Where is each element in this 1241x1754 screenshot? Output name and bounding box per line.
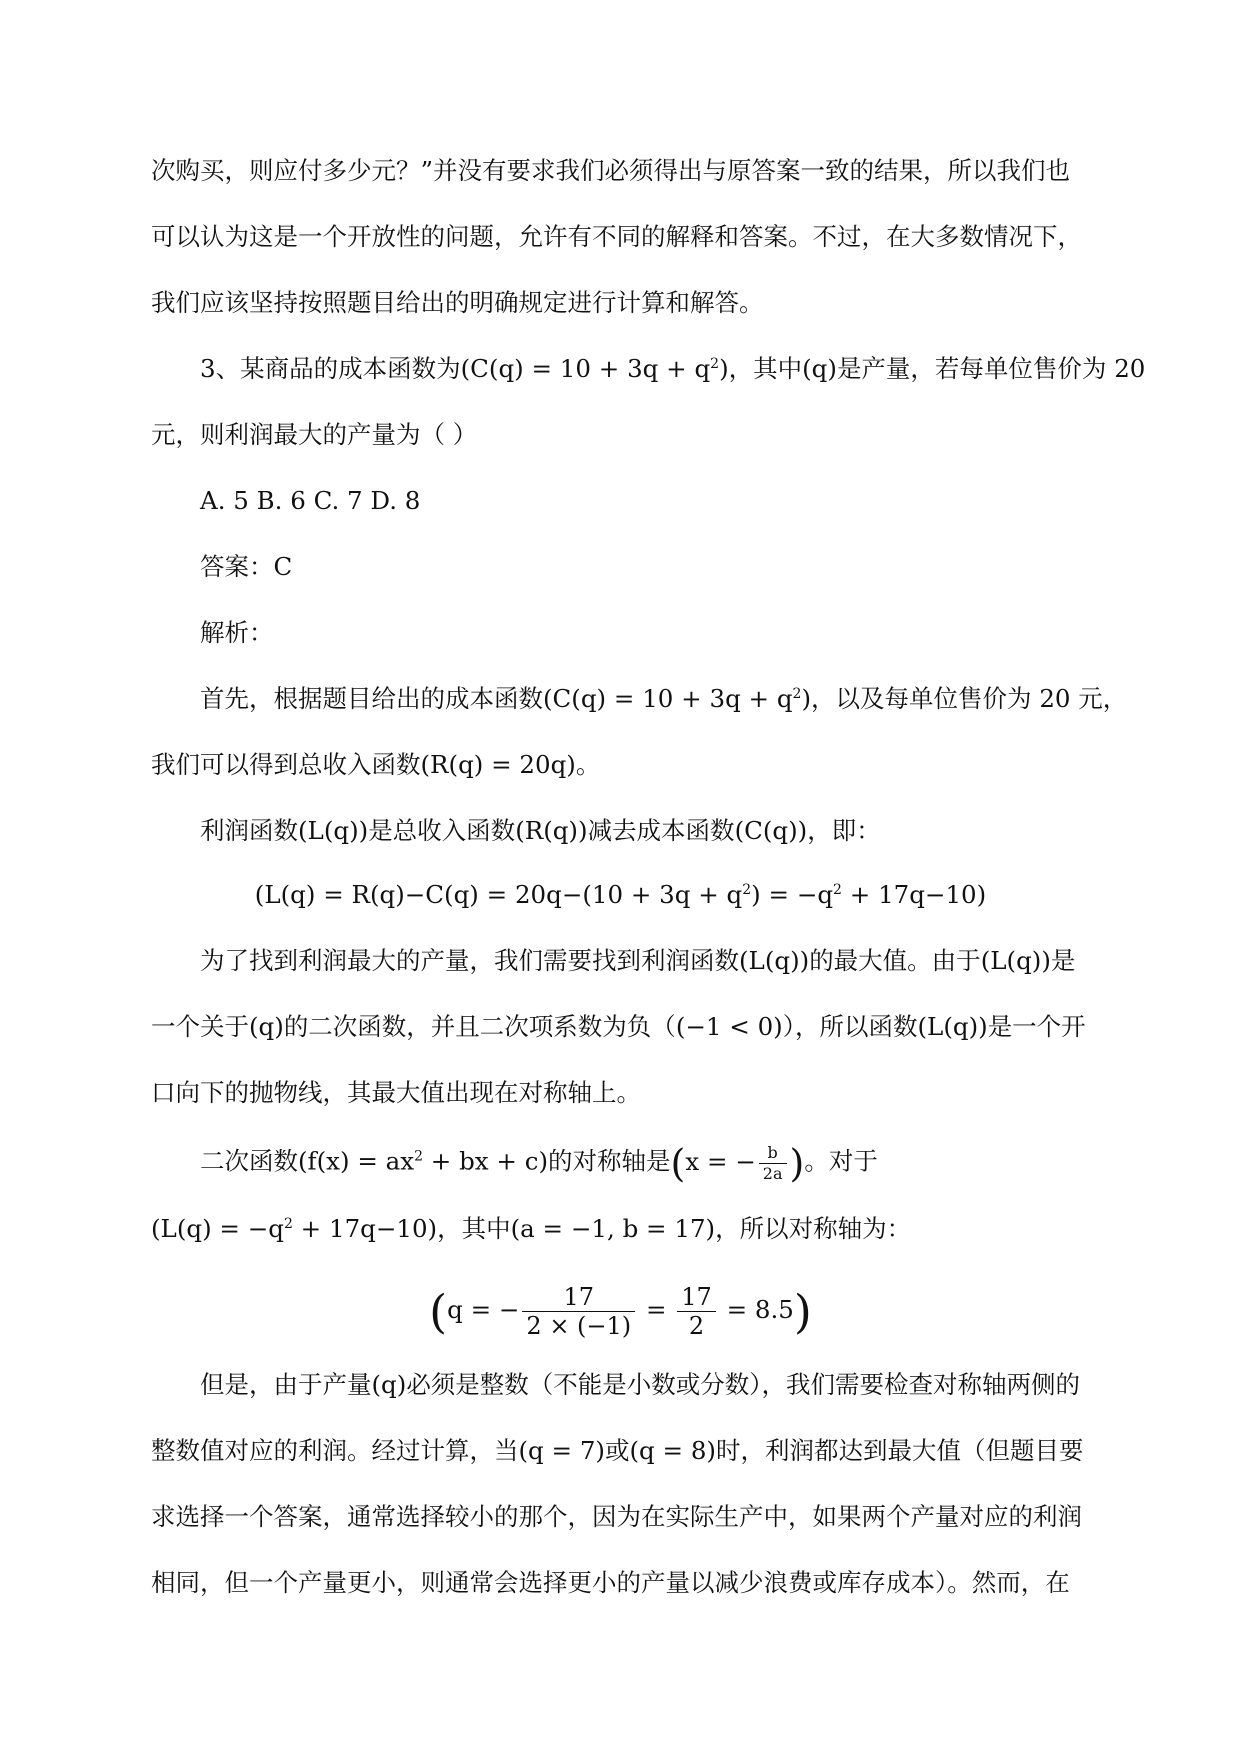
formula-text: (a = −1, b = 17) xyxy=(510,1214,716,1243)
text: 口向下的抛物线，其最大值出现在对称轴上。 xyxy=(151,1078,641,1107)
text: 是一个开 xyxy=(987,1012,1086,1041)
text: 时，利润都达到最大值（但题目要 xyxy=(716,1436,1084,1465)
formula-text: (L(q)) xyxy=(980,946,1051,975)
fraction xyxy=(677,1284,716,1340)
cost-function xyxy=(461,354,729,383)
formula-text: (L(q)) xyxy=(739,946,810,975)
formula-text: x = − xyxy=(685,1146,756,1176)
superscript: 2 xyxy=(710,355,720,372)
options-text: A. 5 B. 6 C. 7 D. 8 xyxy=(200,486,421,515)
answer-line xyxy=(200,552,292,582)
text: 相同，但一个产量更小，则通常会选择更小的产量以减少浪费或库存成本）。然而，在 xyxy=(151,1568,1070,1597)
text: 求选择一个答案，通常选择较小的那个，因为在实际生产中，如果两个产量对应的利润 xyxy=(151,1502,1082,1531)
text: 二次函数 xyxy=(200,1146,298,1176)
denominator: 2a xyxy=(762,1163,783,1183)
answer-text: 答案：C xyxy=(200,552,293,581)
formula-text: (C(q) = 10 + 3q + q xyxy=(460,354,711,383)
text: 次购买，则应付多少元？”并没有要求我们必须得出与原答案一致的结果，所以我们也 xyxy=(151,156,1071,185)
axis-formula xyxy=(670,1141,805,1186)
text: 。对于 xyxy=(804,1146,878,1176)
formula-text: (L(q) = R(q)−C(q) = 20q−(10 + 3q + q xyxy=(254,880,743,909)
paragraph-line xyxy=(151,1568,1070,1598)
formula-text: q = − xyxy=(447,1295,520,1324)
close-paren: ) xyxy=(789,1141,805,1186)
paragraph-line xyxy=(151,156,1070,186)
denominator: 2 xyxy=(688,1312,705,1340)
text: 一个关于 xyxy=(151,1012,249,1041)
paragraph-line xyxy=(200,1141,878,1186)
text: 解析： xyxy=(200,618,274,647)
text: 我们应该坚持按照题目给出的明确规定进行计算和解答。 xyxy=(151,288,764,317)
axis-equation xyxy=(0,1278,1241,1342)
text: 元，则利润最大的产量为（ ） xyxy=(151,420,478,449)
fraction xyxy=(522,1284,635,1340)
paragraph-line xyxy=(200,816,881,846)
paragraph-line xyxy=(151,1502,1082,1532)
formula-text: + 17q−10) xyxy=(292,1214,438,1243)
formula-text: (L(q) = −q xyxy=(151,1214,284,1243)
text: 必须是整数（不能是小数或分数），我们需要检查对称轴两侧的 xyxy=(406,1370,1081,1399)
superscript: 2 xyxy=(742,881,752,898)
denominator: 2 × (−1) xyxy=(526,1312,632,1340)
text: 的二次函数，并且二次项系数为负（ xyxy=(283,1012,676,1041)
revenue-function: (R(q) = 20q) xyxy=(420,750,576,779)
paragraph-line xyxy=(151,288,764,318)
paragraph-line xyxy=(151,1012,1086,1042)
text: 是产量，若每单位售价为 20 xyxy=(836,354,1146,383)
formula-text: (−1 < 0) xyxy=(675,1012,783,1041)
text: ，以及每单位售价为 20 元， xyxy=(811,684,1128,713)
text: 的最大值。由于 xyxy=(809,946,981,975)
fraction xyxy=(759,1144,787,1182)
formula-text: ) = −q xyxy=(751,880,834,909)
paragraph-line xyxy=(200,684,1127,714)
text: 。 xyxy=(575,750,601,779)
superscript: 2 xyxy=(283,1215,293,1232)
superscript: 2 xyxy=(414,1148,424,1165)
text: 是 xyxy=(1050,946,1076,975)
text: 是总收入函数 xyxy=(368,816,516,845)
paragraph-line xyxy=(151,1436,1084,1466)
paragraph-line xyxy=(200,1370,1080,1400)
variable-q: (q) xyxy=(802,354,837,383)
superscript: 2 xyxy=(792,685,802,702)
paragraph-line xyxy=(200,946,1075,976)
open-paren: ( xyxy=(670,1141,686,1186)
text: 可以认为这是一个开放性的问题，允许有不同的解释和答案。不过，在大多数情况下， xyxy=(151,222,1082,251)
variable-q: (q) xyxy=(249,1012,284,1041)
text: 的对称轴是 xyxy=(548,1146,671,1176)
variable-q: (q) xyxy=(371,1370,407,1399)
superscript: 2 xyxy=(833,881,842,898)
answer-options xyxy=(200,486,420,516)
text: ，其中 xyxy=(728,354,803,383)
analysis-label xyxy=(200,618,274,648)
close-paren: ) xyxy=(793,1284,812,1339)
text: ，即： xyxy=(807,816,881,845)
text: 首先，根据题目给出的成本函数 xyxy=(200,684,543,713)
formula-text: (f(x) = ax xyxy=(298,1146,415,1176)
profit-equation xyxy=(0,880,1241,910)
formula-text: (q = 7) xyxy=(518,1436,605,1465)
paragraph-line xyxy=(151,1214,911,1244)
numerator: b xyxy=(759,1144,787,1164)
paragraph-line xyxy=(151,222,1082,252)
text: 为了找到利润最大的产量，我们需要找到利润函数 xyxy=(200,946,739,975)
formula-text: = xyxy=(638,1295,675,1324)
text: ），所以函数 xyxy=(782,1012,918,1041)
formula-text: (L(q)) xyxy=(917,1012,988,1041)
text: 或 xyxy=(605,1436,630,1465)
cost-function xyxy=(543,684,811,713)
formula-text: (R(q)) xyxy=(515,816,588,845)
formula-text: (C(q) = 10 + 3q + q xyxy=(543,684,793,713)
formula-text: (q = 8) xyxy=(629,1436,716,1465)
formula-text: (C(q)) xyxy=(734,816,808,845)
paragraph-line xyxy=(151,420,477,450)
formula-text: ) xyxy=(801,684,812,713)
text: ，所以对称轴为： xyxy=(715,1214,912,1243)
text: 3、某商品的成本函数为 xyxy=(200,354,461,383)
question-3-line xyxy=(200,354,1145,384)
paragraph-line xyxy=(151,750,600,780)
formula-text: (L(q)) xyxy=(298,816,369,845)
text: 整数值对应的利润。经过计算，当 xyxy=(151,1436,519,1465)
text: ，其中 xyxy=(437,1214,511,1243)
formula-text: + 17q−10) xyxy=(841,880,987,909)
formula-text: + bx + c) xyxy=(423,1146,549,1176)
text: 利润函数 xyxy=(200,816,298,845)
text: 我们可以得到总收入函数 xyxy=(151,750,421,779)
text: 但是，由于产量 xyxy=(200,1370,372,1399)
formula-text: = 8.5 xyxy=(718,1295,794,1324)
open-paren: ( xyxy=(429,1284,448,1339)
numerator: 17 xyxy=(677,1284,716,1312)
paragraph-line xyxy=(151,1078,641,1108)
text: 减去成本函数 xyxy=(587,816,735,845)
formula-text: ) xyxy=(719,354,729,383)
numerator: 17 xyxy=(522,1284,635,1312)
